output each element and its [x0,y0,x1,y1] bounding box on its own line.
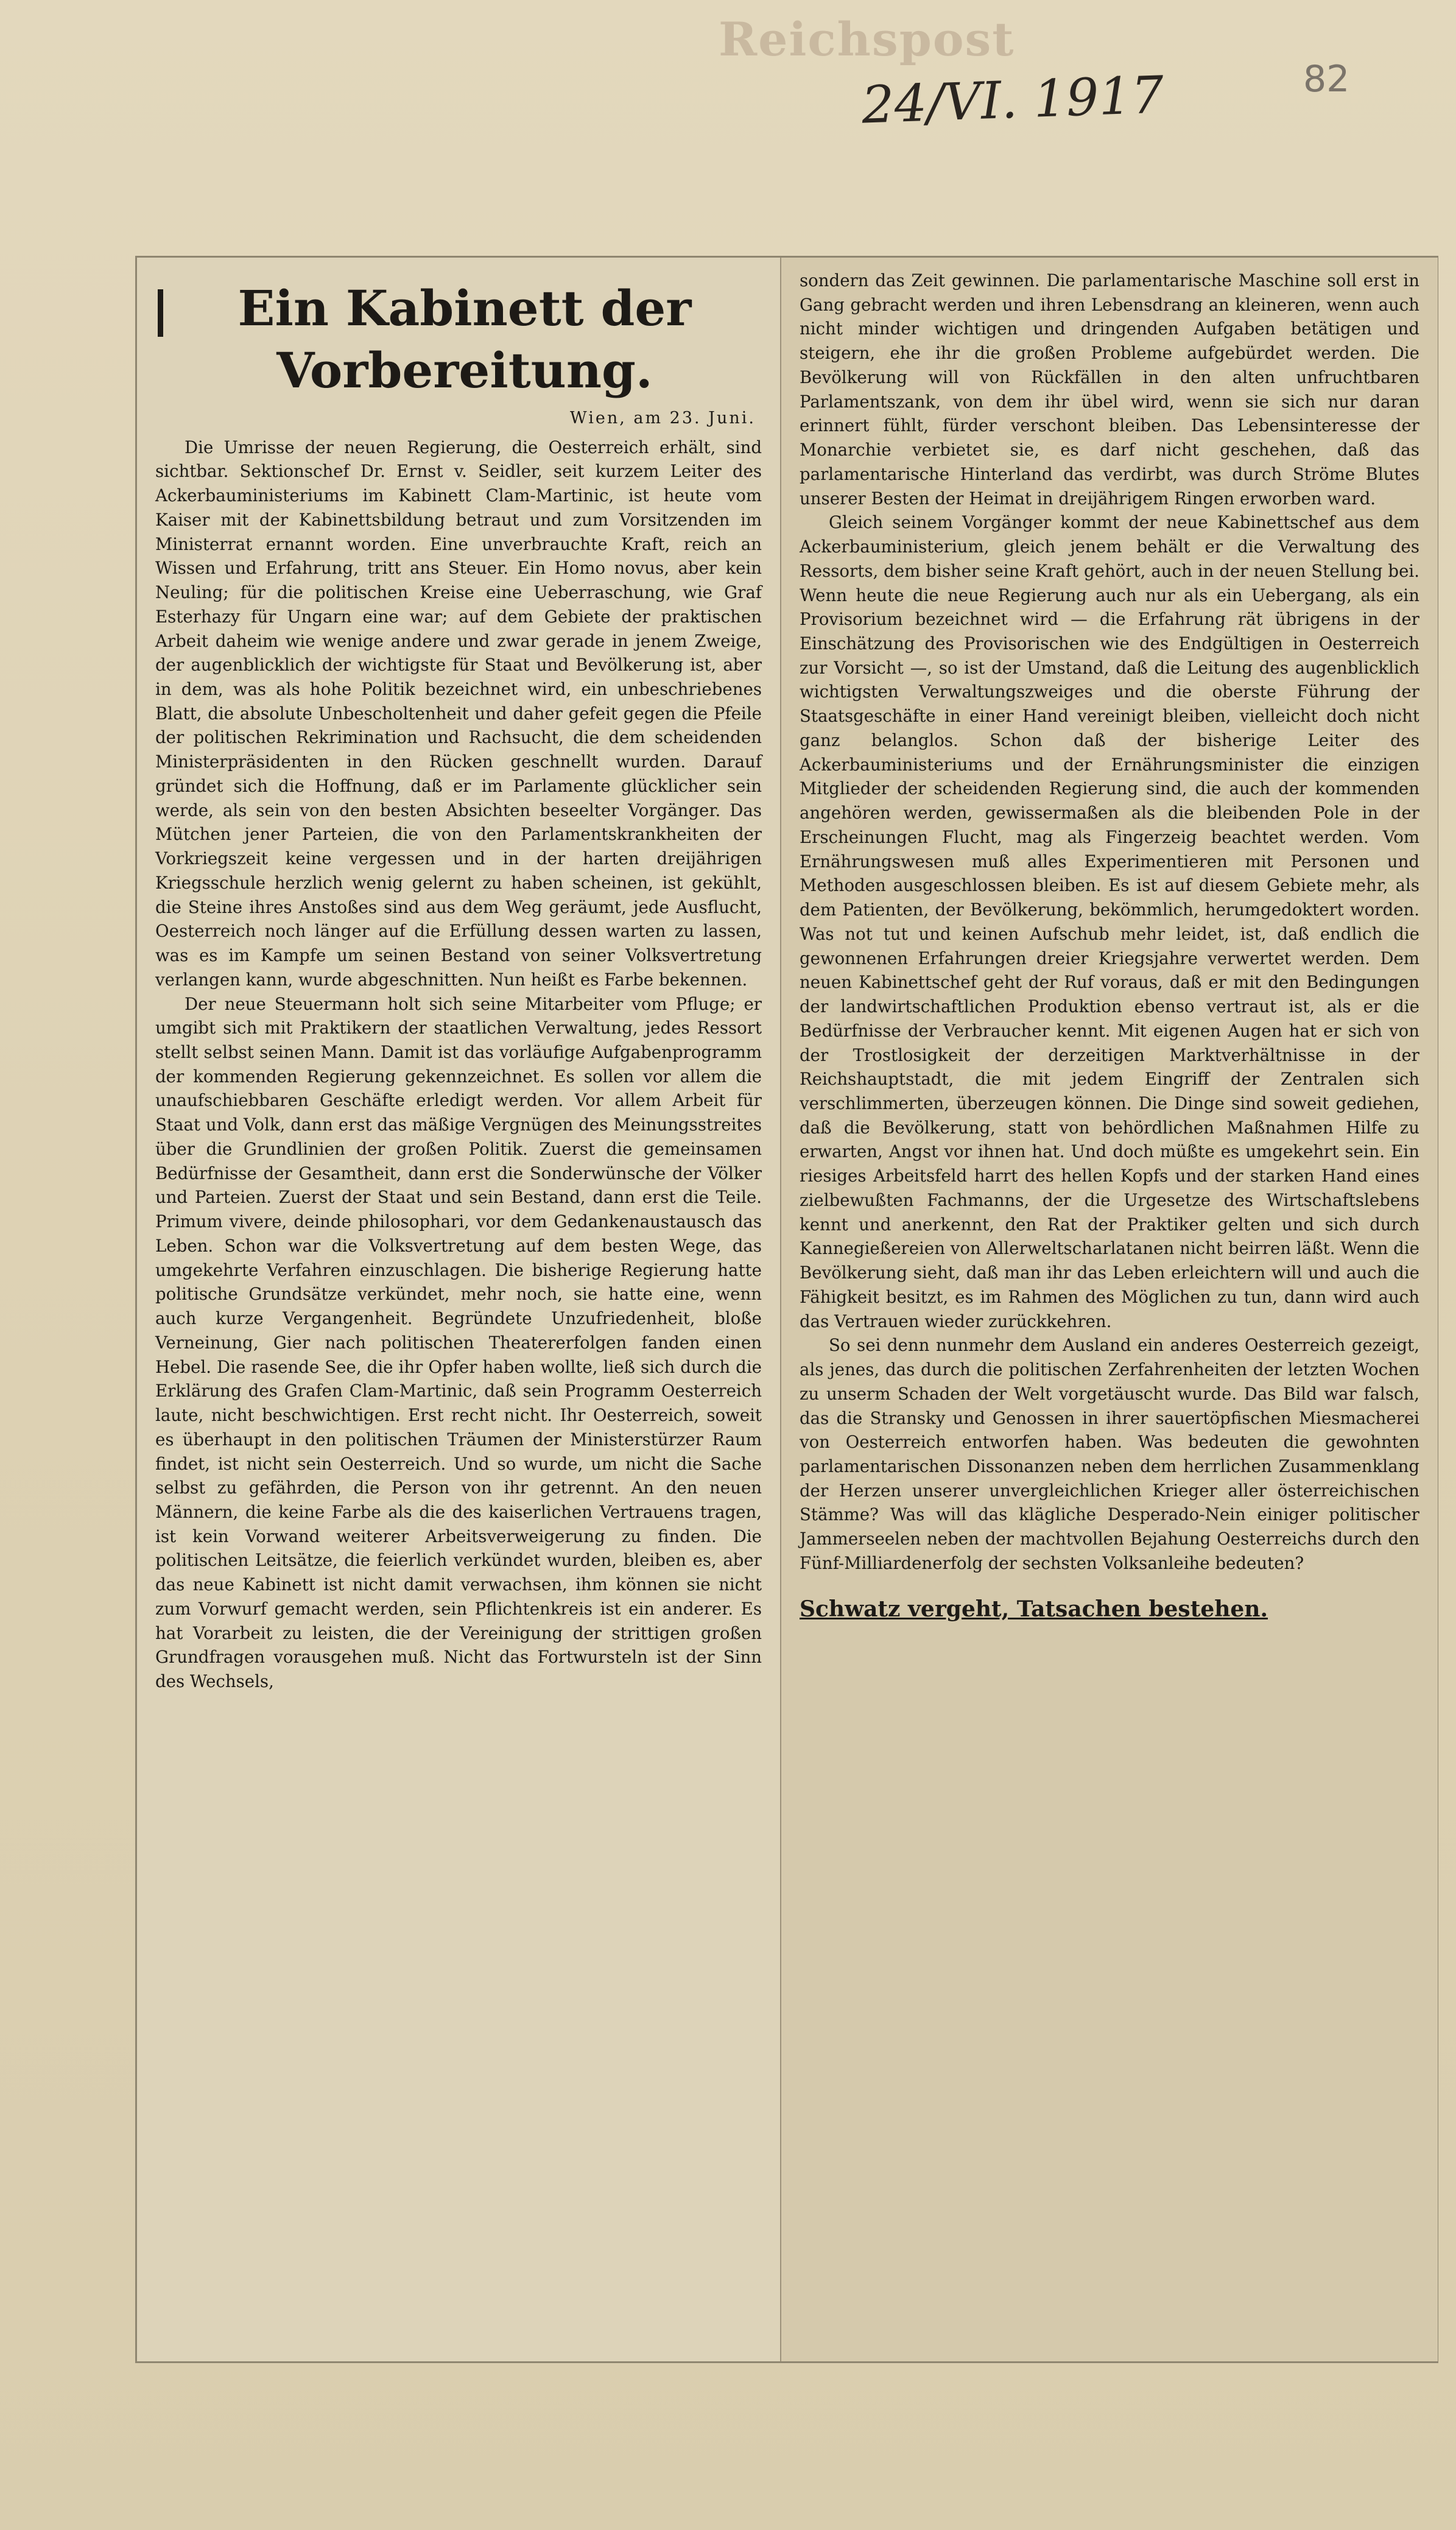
paragraph: Die Umrisse der neuen Regierung, die Oesterreich erhält, sind sichtbar. Sektionschef Dr. Ernst v. Seidler, seit kurzem Leiter des Ackerbauministeriums im Kabinett Clam-Martinic, ist heute vom Kaiser mit der Kabinettsbildung betraut und zum Vorsitzenden im Ministerrat ernannt worden. Eine unverbrauchte Kraft, reich an Wissen und Erfahrung, tritt ans Steuer. Ein Homo novus, aber kein Neuling; für die politischen Kreise eine Ueberraschung, wie Graf Esterhazy für Ungarn eine war; auf dem Gebiete der praktischen Arbeit daheim wie wenige andere und zwar gerade in jenem Zweige, der augenblicklich der wichtigste für Staat und Bevölkerung ist, aber in dem, was als hohe Politik bezeichnet wird, ein unbeschriebenes Blatt, die absolute Unbescholtenheit und daher gefeit gegen die Pfeile der politischen Rekrimination und Rachsucht, die dem scheidenden Ministerpräsidenten in den Rücken geschnellt wurden. Darauf gründet sich die Hoffnung, daß er im Parlamente glücklicher sein werde, als sein von den besten Absichten beseelter Vorgänger. Das Mütchen jener Parteien, die von den Parlamentskrankheiten der Vorkriegszeit keine vergessen und in der harten dreijährigen Kriegsschule herzlich wenig gelernt zu haben scheinen, ist gekühlt, die Steine ihres Anstoßes sind aus dem Weg geräumt, jede Ausflucht, Oesterreich noch länger auf die Erfüllung dessen warten zu lassen, was es im Kampfe um seinen Bestand von seiner Volksvertretung verlangen kann, wurde abgeschnitten. Nun heißt es Farbe bekennen. [155,437,762,990]
handwritten-date: 24/VI. 1917 [860,65,1165,135]
headline [155,277,762,402]
headline-marker [158,289,163,337]
closing-line: Schwatz vergeht, Tatsachen bestehen. [800,1596,1268,1622]
paragraph: Der neue Steuermann holt sich seine Mitarbeiter vom Pfluge; er umgibt sich mit Praktikern der staatlichen Verwaltung, jedes Ressort stellt selbst seinen Mann. Damit ist das vorläufige Aufgabenprogramm der kommenden Regierung gekennzeichnet. Es sollen vor allem die unaufschiebbaren Geschäfte erledigt werden. Vor allem Arbeit für Staat und Volk, dann erst das mäßige Vergnügen des Meinungsstreites über die Grundlinien der großen Politik. Zuerst die gemeinsamen Bedürfnisse der Gesamtheit, dann erst die Sonderwünsche der Völker und Parteien. Zuerst der Staat und sein Bestand, dann erst die Teile. Primum vivere, deinde philosophari, vor dem Gedankenaustausch das Leben. Schon war die Volksvertretung auf dem besten Wege, das umgekehrte Verfahren einzuschlagen. Die bisherige Regierung hatte politische Grundsätze verkündet, mehr noch, sie hatte eine, wenn auch kurze Vergangenheit. Begründete Unzufriedenheit, bloße Verneinung, Gier nach politischen Theatererfolgen fanden einen Hebel. Die rasende See, die ihr Opfer haben wollte, ließ sich durch die Erklärung des Grafen Clam-Martinic, daß sein Programm Oesterreich laute, nicht beschwichtigen. Erst recht nicht. Ihr Oesterreich, soweit es überhaupt in den politischen Träumen der Ministerstürzer Raum findet, ist nicht sein Oesterreich. Und so wurde, um nicht die Sache selbst zu gefährden, die Person von ihr getrennt. An den neuen Männern, die keine Farbe als die des kaiserlichen Vertrauens tragen, ist kein Vorwand weiterer Arbeitsverweigerung zu finden. Die politischen Leitsätze, die feierlich verkündet wurden, bleiben es, aber das neue Kabinett ist nicht damit verwachsen, ihm können sie nicht zum Vorwurf gemacht werden, sein Pflichtenkreis ist ein anderer. Es hat Vorarbeit zu leisten, die der Vereinigung der strittigen großen Grundfragen vorausgehen muß. Nicht das Fortwursteln ist der Sinn des Wechsels, [155,993,762,1692]
dateline: Wien, am 23. Juni. [569,408,756,428]
newspaper-stamp: Reichspost [719,12,1015,66]
newspaper-clipping [135,256,1438,2363]
left-column [137,258,781,2361]
headline-text: Ein Kabinett der Vorbereitung. [237,280,692,400]
paragraph: So sei denn nunmehr dem Ausland ein anderes Oesterreich gezeigt, als jenes, das durch die politischen Zerfahrenheiten der letzten Wochen zu unserm Schaden der Welt vorgetäuscht wurde. Das Bild war falsch, das die Stransky und Genossen in ihrer sauertöpfischen Miesmacherei von Oesterreich entworfen haben. Was bedeuten die gewohnten parlamentarischen Dissonanzen neben dem herrlichen Zusammenklang der Herzen unserer unvergleichlichen Krieger aller österreichischen Stämme? Was will das klägliche Desperado-Nein einiger politischer Jammerseelen neben der machtvollen Bejahung Oesterreichs durch den Fünf-Milliardenerfolg der sechsten Volksanleihe bedeuten? [800,1335,1419,1573]
right-column [781,258,1438,2361]
paragraph: Gleich seinem Vorgänger kommt der neue Kabinettschef aus dem Ackerbauministerium, gleich jenem behält er die Verwaltung des Ressorts, dem bisher seine Kraft gehört, auch in der neuen Stellung bei. Wenn heute die neue Regierung auch nur als ein Uebergang, als ein Provisorium bezeichnet wird — die Erfahrung rät übrigens in der Einschätzung des Provisorischen wie des Endgültigen in Oesterreich zur Vorsicht —, so ist der Umstand, daß die Leitung des augenblicklich wichtigsten Verwaltungszweiges und die oberste Führung der Staatsgeschäfte in einer Hand vereinigt bleiben, vielleicht doch nicht ganz belanglos. Schon daß der bisherige Leiter des Ackerbauministeriums und der Ernährungsminister die einzigen Mitglieder der scheidenden Regierung sind, die auch der kommenden angehören werden, gewissermaßen als die bleibenden Pole in der Erscheinungen Flucht, mag als Fingerzeig beachtet werden. Vom Ernährungswesen muß alles Experimentieren mit Personen und Methoden ausgeschlossen bleiben. Es ist auf diesem Gebiete mehr, als dem Patienten, der Bevölkerung, bekömmlich, herumgedoktert worden. Was not tut und keinen Aufschub mehr leidet, ist, daß endlich die gewonnenen Erfahrungen dreier Kriegsjahre verwertet werden. Dem neuen Kabinettschef geht der Ruf voraus, daß er mit den Bedingungen der landwirtschaftlichen Produktion ebenso vertraut ist, als er die Bedürfnisse der Verbraucher kennt. Mit eigenen Augen hat er sich von der Trostlosigkeit der derzeitigen Marktverhältnisse in der Reichshauptstadt, die mit jedem Eingriff der Zentralen sich verschlimmerten, überzeugen können. Die Dinge sind soweit gediehen, daß die Bevölkerung, statt von behördlichen Maßnahmen Hilfe zu erwarten, Angst vor ihnen hat. Und doch müßte es umgekehrt sein. Ein riesiges Arbeitsfeld harrt des hellen Kopfs und der starken Hand eines zielbewußten Fachmanns, der die Urgesetze des Wirtschaftslebens kennt und anerkennt, den Rat der Praktiker gelten und sich durch Kannegießereien von Allerweltscharlatanen nicht beirren läßt. Wenn die Bevölkerung sieht, daß man ihr das Leben erleichtern will und auch die Fähigkeit besitzt, es im Rahmen des Möglichen zu tun, dann wird auch das Vertrauen wieder zurückkehren. [800,512,1419,1331]
paragraph: sondern das Zeit gewinnen. Die parlamentarische Maschine soll erst in Gang gebracht werden und ihren Lebensdrang an kleineren, wenn auch nicht minder wichtigen und dringenden Aufgaben betätigen und steigern, ehe ihr die großen Probleme aufgebürdet werden. Die Bevölkerung will von Rückfällen in den alten unfruchtbaren Parlamentszank, von dem ihr übel wird, wenn sie sich nur daran erinnert fühlt, fürder verschont bleiben. Das Lebensinteresse der Monarchie verbietet sie, es darf nicht geschehen, daß das parlamentarische Hinterland das verdirbt, was durch Ströme Blutes unserer Besten der Heimat in dreijährigem Ringen erworben ward. [800,270,1419,509]
page-number: 82 [1303,58,1350,100]
